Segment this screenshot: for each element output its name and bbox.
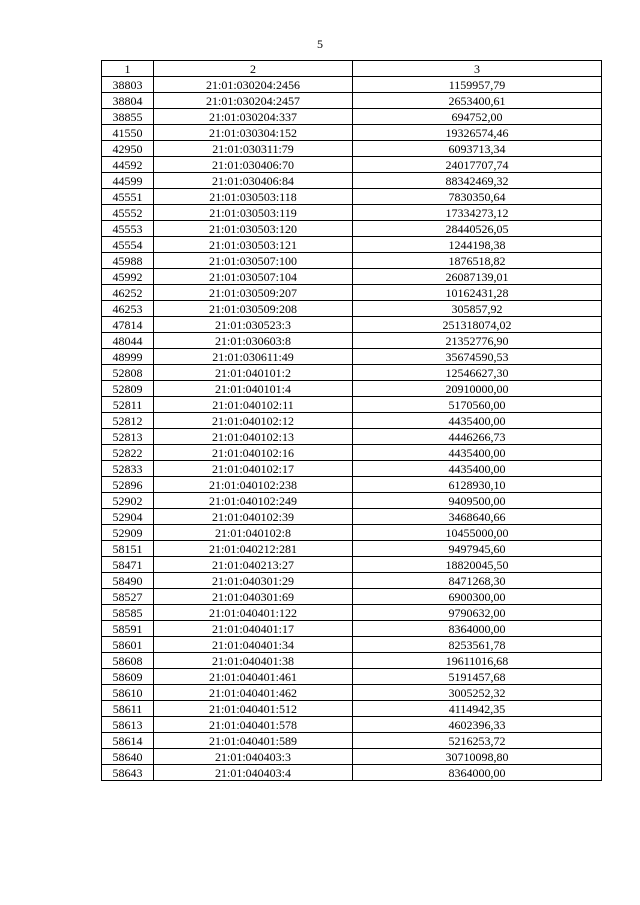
cadastral-number-cell: 21:01:040102:8: [154, 525, 353, 541]
data-table: [101, 60, 602, 781]
cadastral-number-cell: 21:01:040101:4: [154, 381, 353, 397]
cadastral-number-cell: 21:01:040403:3: [154, 749, 353, 765]
table-row: [102, 557, 602, 573]
cadastral-number-cell: 21:01:040102:238: [154, 477, 353, 493]
row-id-cell: 46253: [102, 301, 154, 317]
row-id-cell: 58601: [102, 637, 154, 653]
cadastral-number-cell: 21:01:040102:12: [154, 413, 353, 429]
row-id-cell: 52896: [102, 477, 154, 493]
table-row: [102, 477, 602, 493]
table-row: [102, 669, 602, 685]
value-cell: 6900300,00: [353, 589, 602, 605]
cadastral-number-cell: 21:01:040102:17: [154, 461, 353, 477]
value-cell: 3005252,32: [353, 685, 602, 701]
value-cell: 1876518,82: [353, 253, 602, 269]
value-cell: 5170560,00: [353, 397, 602, 413]
cadastral-number-cell: 21:01:040401:122: [154, 605, 353, 621]
value-cell: 251318074,02: [353, 317, 602, 333]
table-row: [102, 461, 602, 477]
table-row: [102, 701, 602, 717]
table-row: [102, 637, 602, 653]
column-header-2: 2: [154, 61, 353, 77]
row-id-cell: 46252: [102, 285, 154, 301]
cadastral-number-cell: 21:01:030406:84: [154, 173, 353, 189]
table-row: [102, 109, 602, 125]
cadastral-number-cell: 21:01:030611:49: [154, 349, 353, 365]
cadastral-number-cell: 21:01:030523:3: [154, 317, 353, 333]
row-id-cell: 52909: [102, 525, 154, 541]
cadastral-number-cell: 21:01:030503:118: [154, 189, 353, 205]
table-row: [102, 717, 602, 733]
value-cell: 30710098,80: [353, 749, 602, 765]
table-row: [102, 429, 602, 445]
table-row: [102, 509, 602, 525]
row-id-cell: 45554: [102, 237, 154, 253]
value-cell: 5216253,72: [353, 733, 602, 749]
row-id-cell: 58471: [102, 557, 154, 573]
cadastral-number-cell: 21:01:030507:104: [154, 269, 353, 285]
value-cell: 20910000,00: [353, 381, 602, 397]
table-row: [102, 93, 602, 109]
value-cell: 7830350,64: [353, 189, 602, 205]
value-cell: 28440526,05: [353, 221, 602, 237]
cadastral-number-cell: 21:01:030503:121: [154, 237, 353, 253]
table-row: [102, 749, 602, 765]
row-id-cell: 42950: [102, 141, 154, 157]
cadastral-number-cell: 21:01:040401:589: [154, 733, 353, 749]
value-cell: 1244198,38: [353, 237, 602, 253]
row-id-cell: 47814: [102, 317, 154, 333]
table-row: [102, 605, 602, 621]
row-id-cell: 52902: [102, 493, 154, 509]
cadastral-number-cell: 21:01:040401:462: [154, 685, 353, 701]
table-row: [102, 253, 602, 269]
table-row: [102, 349, 602, 365]
value-cell: 6128930,10: [353, 477, 602, 493]
row-id-cell: 58610: [102, 685, 154, 701]
value-cell: 3468640,66: [353, 509, 602, 525]
table-row: [102, 205, 602, 221]
table-row: [102, 653, 602, 669]
row-id-cell: 44599: [102, 173, 154, 189]
value-cell: 21352776,90: [353, 333, 602, 349]
row-id-cell: 58643: [102, 765, 154, 781]
column-header-1: 1: [102, 61, 154, 77]
cadastral-number-cell: 21:01:030509:208: [154, 301, 353, 317]
table-row: [102, 189, 602, 205]
cadastral-number-cell: 21:01:040401:461: [154, 669, 353, 685]
cadastral-number-cell: 21:01:040301:69: [154, 589, 353, 605]
value-cell: 10162431,28: [353, 285, 602, 301]
cadastral-number-cell: 21:01:040102:39: [154, 509, 353, 525]
row-id-cell: 58608: [102, 653, 154, 669]
value-cell: 305857,92: [353, 301, 602, 317]
table-row: [102, 141, 602, 157]
row-id-cell: 58527: [102, 589, 154, 605]
cadastral-number-cell: 21:01:040401:38: [154, 653, 353, 669]
table-row: [102, 237, 602, 253]
cadastral-number-cell: 21:01:030509:207: [154, 285, 353, 301]
cadastral-number-cell: 21:01:040101:2: [154, 365, 353, 381]
value-cell: 9790632,00: [353, 605, 602, 621]
table-row: [102, 157, 602, 173]
row-id-cell: 58591: [102, 621, 154, 637]
row-id-cell: 45992: [102, 269, 154, 285]
row-id-cell: 45553: [102, 221, 154, 237]
value-cell: 12546627,30: [353, 365, 602, 381]
table-row: [102, 333, 602, 349]
value-cell: 4114942,35: [353, 701, 602, 717]
table-row: [102, 77, 602, 93]
row-id-cell: 45552: [102, 205, 154, 221]
table-row: [102, 445, 602, 461]
row-id-cell: 45551: [102, 189, 154, 205]
value-cell: 9497945,60: [353, 541, 602, 557]
value-cell: 88342469,32: [353, 173, 602, 189]
value-cell: 35674590,53: [353, 349, 602, 365]
value-cell: 4435400,00: [353, 445, 602, 461]
table-row: [102, 269, 602, 285]
row-id-cell: 38855: [102, 109, 154, 125]
row-id-cell: 41550: [102, 125, 154, 141]
row-id-cell: 48999: [102, 349, 154, 365]
row-id-cell: 52904: [102, 509, 154, 525]
row-id-cell: 52812: [102, 413, 154, 429]
table-row: [102, 365, 602, 381]
table-row: [102, 525, 602, 541]
cadastral-number-cell: 21:01:040401:17: [154, 621, 353, 637]
cadastral-number-cell: 21:01:030204:2457: [154, 93, 353, 109]
cadastral-number-cell: 21:01:030406:70: [154, 157, 353, 173]
row-id-cell: 48044: [102, 333, 154, 349]
cadastral-number-cell: 21:01:040401:512: [154, 701, 353, 717]
value-cell: 8253561,78: [353, 637, 602, 653]
table-row: [102, 285, 602, 301]
table-row: [102, 317, 602, 333]
row-id-cell: 52813: [102, 429, 154, 445]
cadastral-number-cell: 21:01:040401:34: [154, 637, 353, 653]
cadastral-number-cell: 21:01:040401:578: [154, 717, 353, 733]
value-cell: 19326574,46: [353, 125, 602, 141]
cadastral-number-cell: 21:01:040102:16: [154, 445, 353, 461]
page-number: 5: [317, 37, 323, 51]
row-id-cell: 45988: [102, 253, 154, 269]
row-id-cell: 52811: [102, 397, 154, 413]
table-row: [102, 301, 602, 317]
table-row: [102, 733, 602, 749]
row-id-cell: 58609: [102, 669, 154, 685]
value-cell: 2653400,61: [353, 93, 602, 109]
cadastral-number-cell: 21:01:030507:100: [154, 253, 353, 269]
row-id-cell: 44592: [102, 157, 154, 173]
table-row: [102, 765, 602, 781]
cadastral-number-cell: 21:01:030304:152: [154, 125, 353, 141]
table-row: [102, 541, 602, 557]
cadastral-number-cell: 21:01:030603:8: [154, 333, 353, 349]
table-body: [102, 77, 602, 781]
value-cell: 8364000,00: [353, 765, 602, 781]
table-row: [102, 381, 602, 397]
table-row: [102, 573, 602, 589]
value-cell: 6093713,34: [353, 141, 602, 157]
row-id-cell: 58151: [102, 541, 154, 557]
cadastral-number-cell: 21:01:030204:2456: [154, 77, 353, 93]
row-id-cell: 58611: [102, 701, 154, 717]
row-id-cell: 52809: [102, 381, 154, 397]
cadastral-number-cell: 21:01:030204:337: [154, 109, 353, 125]
row-id-cell: 52808: [102, 365, 154, 381]
table-row: [102, 685, 602, 701]
value-cell: 10455000,00: [353, 525, 602, 541]
value-cell: 4435400,00: [353, 413, 602, 429]
row-id-cell: 58640: [102, 749, 154, 765]
cadastral-number-cell: 21:01:040213:27: [154, 557, 353, 573]
value-cell: 8471268,30: [353, 573, 602, 589]
row-id-cell: 52822: [102, 445, 154, 461]
value-cell: 24017707,74: [353, 157, 602, 173]
cadastral-number-cell: 21:01:030503:119: [154, 205, 353, 221]
value-cell: 9409500,00: [353, 493, 602, 509]
row-id-cell: 58490: [102, 573, 154, 589]
table-row: [102, 413, 602, 429]
row-id-cell: 38803: [102, 77, 154, 93]
table-row: [102, 621, 602, 637]
row-id-cell: 38804: [102, 93, 154, 109]
table-row: [102, 397, 602, 413]
table-row: [102, 173, 602, 189]
table-row: [102, 493, 602, 509]
column-header-3: 3: [353, 61, 602, 77]
cadastral-number-cell: 21:01:040301:29: [154, 573, 353, 589]
value-cell: 26087139,01: [353, 269, 602, 285]
value-cell: 4602396,33: [353, 717, 602, 733]
row-id-cell: 58585: [102, 605, 154, 621]
table-header-row: [102, 61, 602, 77]
row-id-cell: 58614: [102, 733, 154, 749]
row-id-cell: 52833: [102, 461, 154, 477]
value-cell: 18820045,50: [353, 557, 602, 573]
value-cell: 1159957,79: [353, 77, 602, 93]
value-cell: 8364000,00: [353, 621, 602, 637]
row-id-cell: 58613: [102, 717, 154, 733]
table-row: [102, 589, 602, 605]
cadastral-number-cell: 21:01:040102:11: [154, 397, 353, 413]
cadastral-number-cell: 21:01:040403:4: [154, 765, 353, 781]
value-cell: 694752,00: [353, 109, 602, 125]
value-cell: 4435400,00: [353, 461, 602, 477]
table-row: [102, 125, 602, 141]
value-cell: 4446266,73: [353, 429, 602, 445]
table-row: [102, 221, 602, 237]
value-cell: 19611016,68: [353, 653, 602, 669]
cadastral-number-cell: 21:01:040212:281: [154, 541, 353, 557]
value-cell: 17334273,12: [353, 205, 602, 221]
cadastral-number-cell: 21:01:040102:249: [154, 493, 353, 509]
cadastral-number-cell: 21:01:030311:79: [154, 141, 353, 157]
cadastral-number-cell: 21:01:040102:13: [154, 429, 353, 445]
cadastral-number-cell: 21:01:030503:120: [154, 221, 353, 237]
value-cell: 5191457,68: [353, 669, 602, 685]
